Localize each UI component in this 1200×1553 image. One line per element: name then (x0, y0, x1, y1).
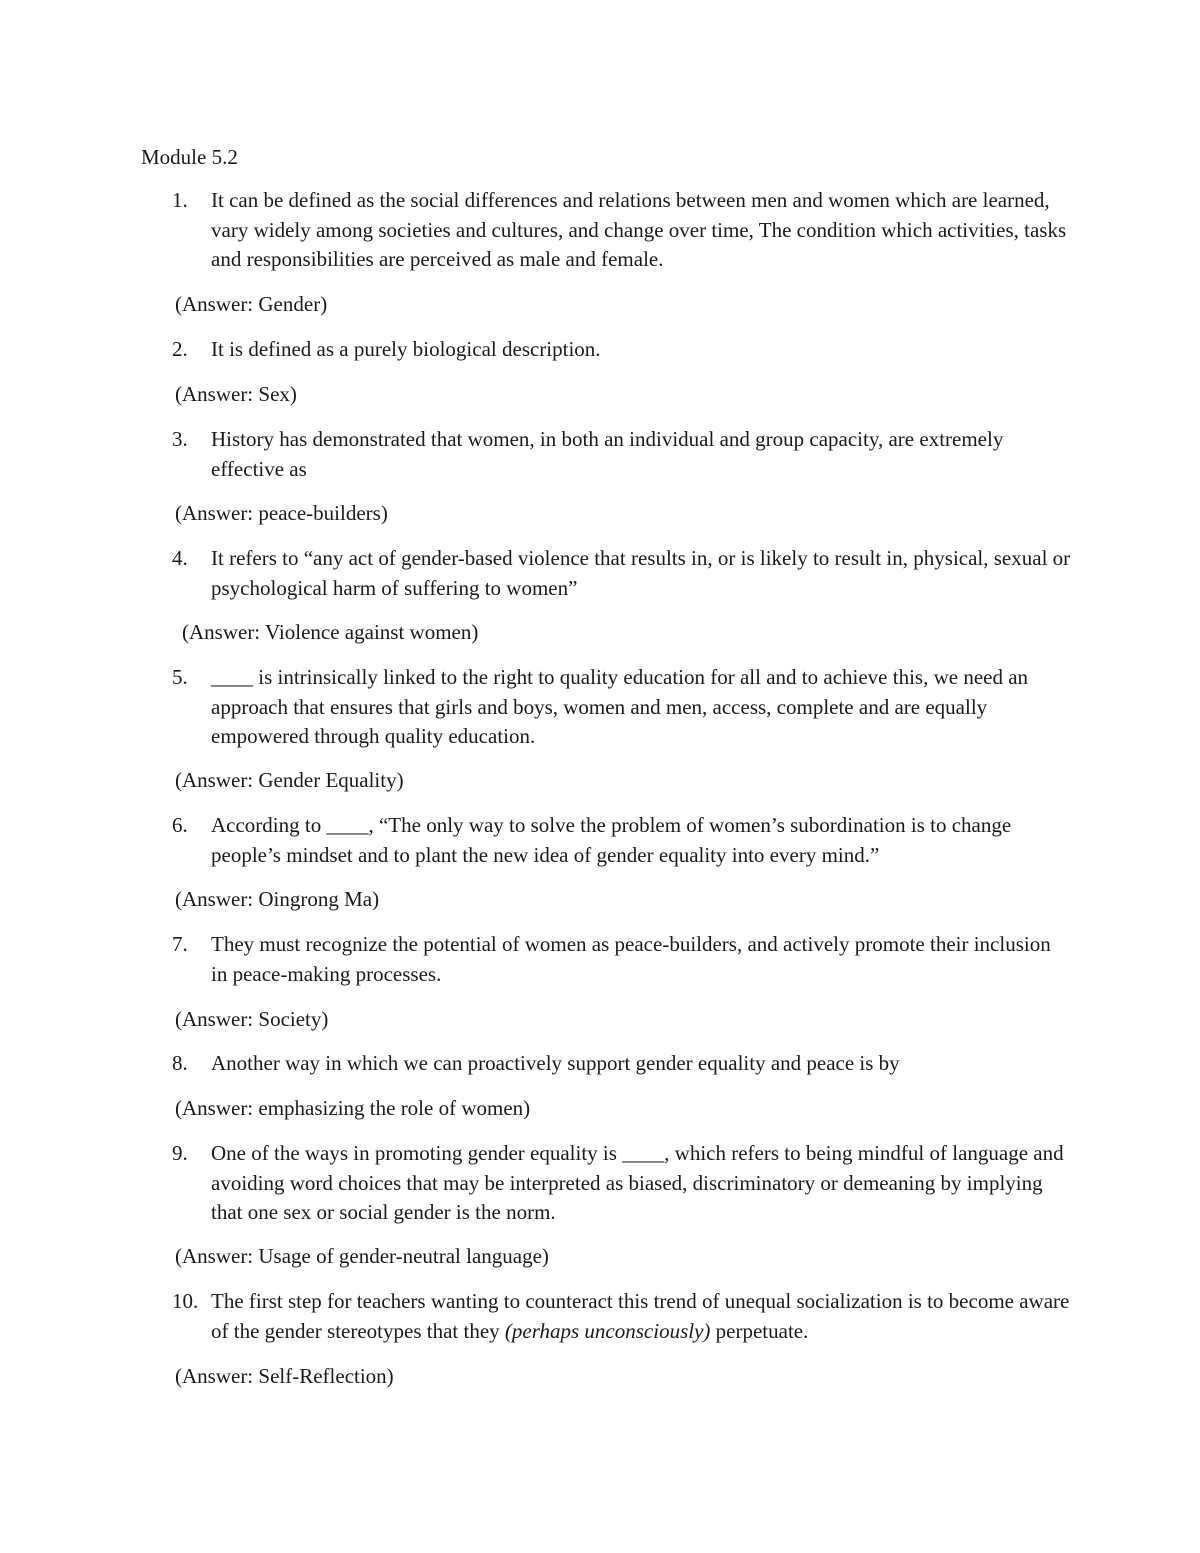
answer-6: (Answer: Oingrong Ma) (175, 887, 380, 911)
answer-7: (Answer: Society) (175, 1007, 329, 1031)
question-text: ____ is intrinsically linked to the right to quality education for all and to achieve this, we need an approach that ensures that girls and boys, women and men, access, complete and are equally empowered through quality education. (211, 665, 1029, 748)
question-5 (172, 663, 1072, 752)
answer-10: (Answer: Self-Reflection) (175, 1364, 394, 1388)
answer-4: (Answer: Violence against women) (182, 620, 479, 644)
question-text: They must recognize the potential of women as peace-builders, and actively promote their inclusion in peace-making processes. (211, 932, 1051, 986)
question-8 (172, 1049, 1072, 1079)
answer-5: (Answer: Gender Equality) (175, 768, 404, 792)
question-1 (172, 186, 1072, 275)
question-text-part: The first step for teachers wanting to counteract this trend of unequal socialization is to become aware of the gender stereotypes that they (211, 1289, 1070, 1343)
answer-1: (Answer: Gender) (175, 292, 328, 316)
question-text: Another way in which we can proactively support gender equality and peace is by (211, 1051, 900, 1075)
question-number: 6. (172, 813, 188, 837)
question-text: One of the ways in promoting gender equality is ____, which refers to being mindful of language and avoiding word choices that may be interpreted as biased, discriminatory or demeaning by implying that one sex or social gender is the norm. (211, 1141, 1064, 1224)
answer-9: (Answer: Usage of gender-neutral language) (175, 1244, 549, 1268)
question-number: 1. (172, 188, 188, 212)
question-6 (172, 811, 1072, 870)
answer-2: (Answer: Sex) (175, 382, 297, 406)
question-text (211, 1287, 1072, 1346)
question-number: 7. (172, 932, 188, 956)
question-10 (172, 1287, 1072, 1346)
answer-3: (Answer: peace-builders) (175, 501, 388, 525)
question-number: 4. (172, 546, 188, 570)
question-number: 9. (172, 1141, 188, 1165)
question-number: 5. (172, 665, 188, 689)
question-2 (172, 335, 1072, 365)
question-9 (172, 1139, 1072, 1228)
question-text: It can be defined as the social differences and relations between men and women which are learned, vary widely among societies and cultures, and change over time, The condition which activities, tasks and responsibilities are perceived as male and female. (211, 188, 1067, 271)
question-number: 2. (172, 337, 188, 361)
question-number: 3. (172, 427, 188, 451)
module-title: Module 5.2 (141, 145, 238, 169)
question-text: It is defined as a purely biological description. (211, 337, 601, 361)
answer-8: (Answer: emphasizing the role of women) (175, 1096, 531, 1120)
question-number: 8. (172, 1051, 188, 1075)
question-7 (172, 930, 1072, 989)
question-number: 10. (172, 1289, 199, 1313)
question-text: According to ____, “The only way to solve the problem of women’s subordination is to change people’s mindset and to plant the new idea of gender equality into every mind.” (211, 813, 1012, 867)
question-text: It refers to “any act of gender-based violence that results in, or is likely to result in, physical, sexual or psychological harm of suffering to women” (211, 546, 1071, 600)
question-4 (172, 544, 1072, 603)
question-3 (172, 425, 1072, 484)
question-text-part: perpetuate. (710, 1318, 809, 1343)
question-text-italic: (perhaps unconsciously) (504, 1318, 711, 1343)
question-text: History has demonstrated that women, in both an individual and group capacity, are extremely effective as (211, 427, 1004, 481)
